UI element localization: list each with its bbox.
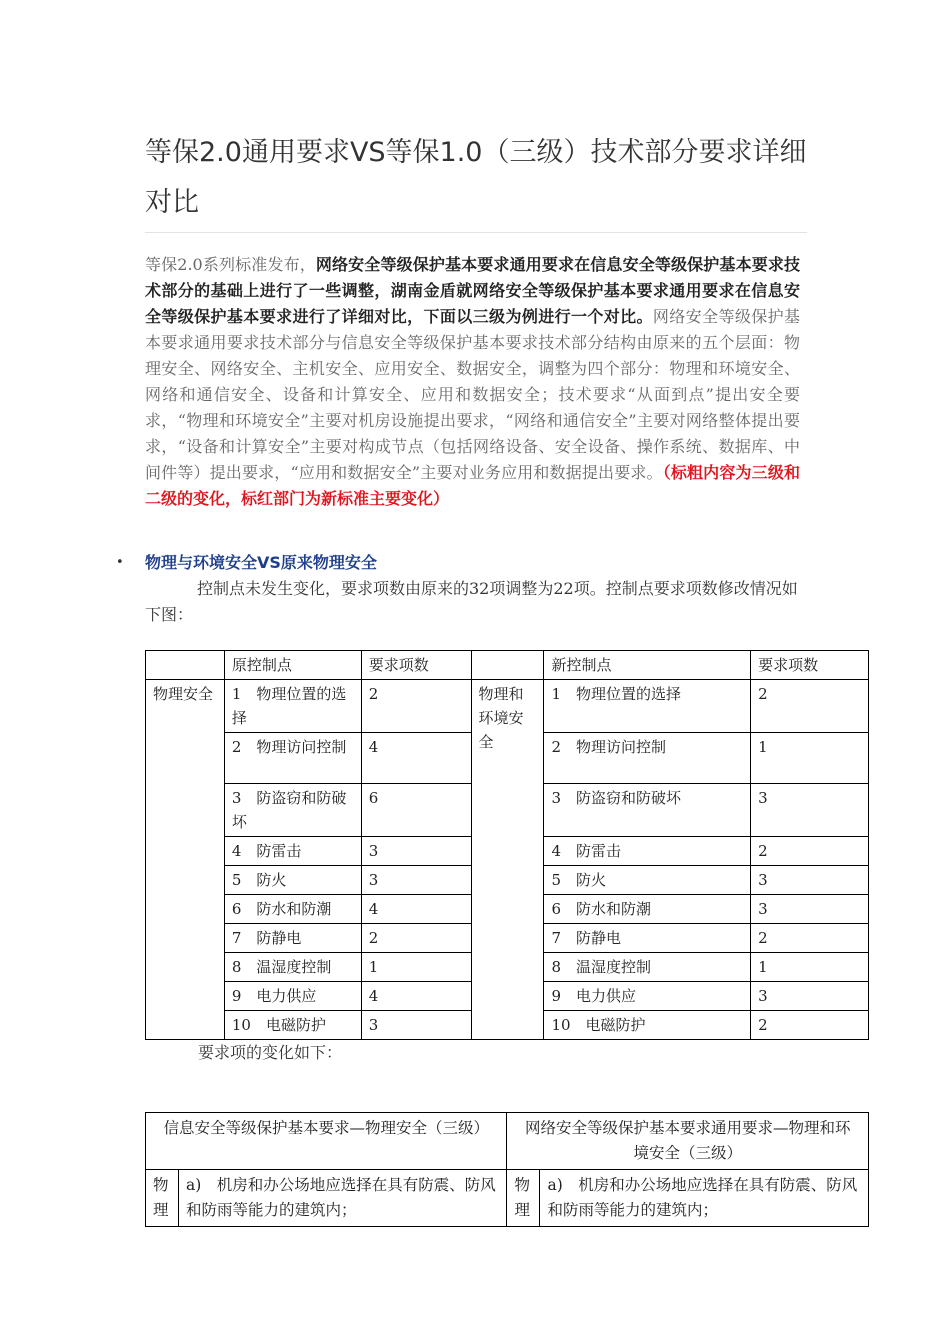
- header-cell: [471, 651, 544, 680]
- old-count-cell: 4: [361, 982, 471, 1011]
- section-heading: 物理与环境安全VS原来物理安全: [145, 553, 377, 572]
- table-header-row: [146, 651, 869, 680]
- old-count-cell: 4: [361, 733, 471, 784]
- header-cell: 要求项数: [751, 651, 869, 680]
- table-row: [146, 680, 869, 733]
- intro-bold: 网络安全等级保护基本要求通用要求在信息安全等级保护基本要求技术部分的基础上进行了一些调整，湖南金盾就网络安全等级保护基本要求通用要求在信息安全等级保护基本要求进行了详细对比，下面以三级为例进行一个对比。: [145, 255, 800, 326]
- intro-red-note: （标粗内容为三级和二级的变化，标红部门为新标准主要变化）: [145, 463, 800, 508]
- new-count-cell: 2: [751, 837, 869, 866]
- page-title: 等保2.0通用要求VS等保1.0（三级）技术部分要求详细对比: [145, 137, 807, 218]
- new-count-cell: 2: [751, 1011, 869, 1040]
- title-divider: [145, 232, 807, 233]
- new-requirement-cell: a) 机房和办公场地应选择在具有防震、防风和防雨等能力的建筑内；: [540, 1170, 869, 1227]
- new-count-cell: 1: [751, 733, 869, 784]
- old-standard-header: 信息安全等级保护基本要求—物理安全（三级）: [146, 1113, 507, 1170]
- new-point-cell: 3 防盗窃和防破坏: [544, 784, 751, 837]
- old-point-cell: 8 温湿度控制: [224, 953, 361, 982]
- new-category-cell: 物理和环境安全: [471, 680, 544, 1040]
- old-requirement-cell: a) 机房和办公场地应选择在具有防震、防风和防雨等能力的建筑内；: [178, 1170, 507, 1227]
- new-count-cell: 1: [751, 953, 869, 982]
- old-count-cell: 1: [361, 953, 471, 982]
- bullet-icon: •: [116, 555, 124, 570]
- new-point-cell: 5 防火: [544, 866, 751, 895]
- new-count-cell: 3: [751, 784, 869, 837]
- intro-paragraph: [145, 252, 800, 512]
- new-point-cell: 9 电力供应: [544, 982, 751, 1011]
- old-count-cell: 3: [361, 866, 471, 895]
- change-intro: 要求项的变化如下：: [198, 1043, 343, 1062]
- old-point-cell: 9 电力供应: [224, 982, 361, 1011]
- new-point-cell: 2 物理访问控制: [544, 733, 751, 784]
- table-row: [146, 1170, 869, 1227]
- old-point-cell: 6 防水和防潮: [224, 895, 361, 924]
- new-count-cell: 3: [751, 866, 869, 895]
- control-point-table: [145, 650, 869, 1040]
- new-count-cell: 3: [751, 982, 869, 1011]
- requirements-table: [145, 1112, 869, 1227]
- old-point-cell: 10 电磁防护: [224, 1011, 361, 1040]
- new-point-cell: 6 防水和防潮: [544, 895, 751, 924]
- header-cell: [146, 651, 225, 680]
- old-category-cell: 物理: [146, 1170, 179, 1227]
- old-point-cell: 3 防盗窃和防破坏: [224, 784, 361, 837]
- old-point-cell: 1 物理位置的选择: [224, 680, 361, 733]
- old-point-cell: 7 防静电: [224, 924, 361, 953]
- old-count-cell: 3: [361, 1011, 471, 1040]
- new-point-cell: 4 防雷击: [544, 837, 751, 866]
- old-count-cell: 3: [361, 837, 471, 866]
- old-point-cell: 4 防雷击: [224, 837, 361, 866]
- section-paragraph: 控制点未发生变化，要求项数由原来的32项调整为22项。控制点要求项数修改情况如下图：: [145, 579, 798, 624]
- new-point-cell: 8 温湿度控制: [544, 953, 751, 982]
- old-category-cell: 物理安全: [146, 680, 225, 1040]
- old-count-cell: 6: [361, 784, 471, 837]
- header-cell: 原控制点: [224, 651, 361, 680]
- requirements-header-row: [146, 1113, 869, 1170]
- new-standard-header: 网络安全等级保护基本要求通用要求—物理和环境安全（三级）: [507, 1113, 869, 1170]
- new-count-cell: 2: [751, 924, 869, 953]
- new-point-cell: 7 防静电: [544, 924, 751, 953]
- intro-body: 网络安全等级保护基本要求通用要求技术部分与信息安全等级保护基本要求技术部分结构由原来的五个层面：物理安全、网络安全、主机安全、应用安全、数据安全，调整为四个部分：物理和环境安全、网络和通信安全、设备和计算安全、应用和数据安全；技术要求“从面到点”提出安全要求，“物理和环境安全”主要对机房设施提出要求，“网络和通信安全”主要对网络整体提出要求，“设备和计算安全”主要对构成节点（包括网络设备、安全设备、操作系统、数据库、中间件等）提出要求，“应用和数据安全”主要对业务应用和数据提出要求。: [145, 307, 800, 482]
- intro-lead: 等保2.0系列标准发布，: [145, 255, 316, 274]
- header-cell: 要求项数: [361, 651, 471, 680]
- new-point-cell: 1 物理位置的选择: [544, 680, 751, 733]
- new-point-cell: 10 电磁防护: [544, 1011, 751, 1040]
- new-count-cell: 2: [751, 680, 869, 733]
- old-point-cell: 5 防火: [224, 866, 361, 895]
- header-cell: 新控制点: [544, 651, 751, 680]
- old-count-cell: 2: [361, 924, 471, 953]
- old-count-cell: 4: [361, 895, 471, 924]
- old-count-cell: 2: [361, 680, 471, 733]
- old-point-cell: 2 物理访问控制: [224, 733, 361, 784]
- new-count-cell: 3: [751, 895, 869, 924]
- new-category-cell: 物理: [507, 1170, 540, 1227]
